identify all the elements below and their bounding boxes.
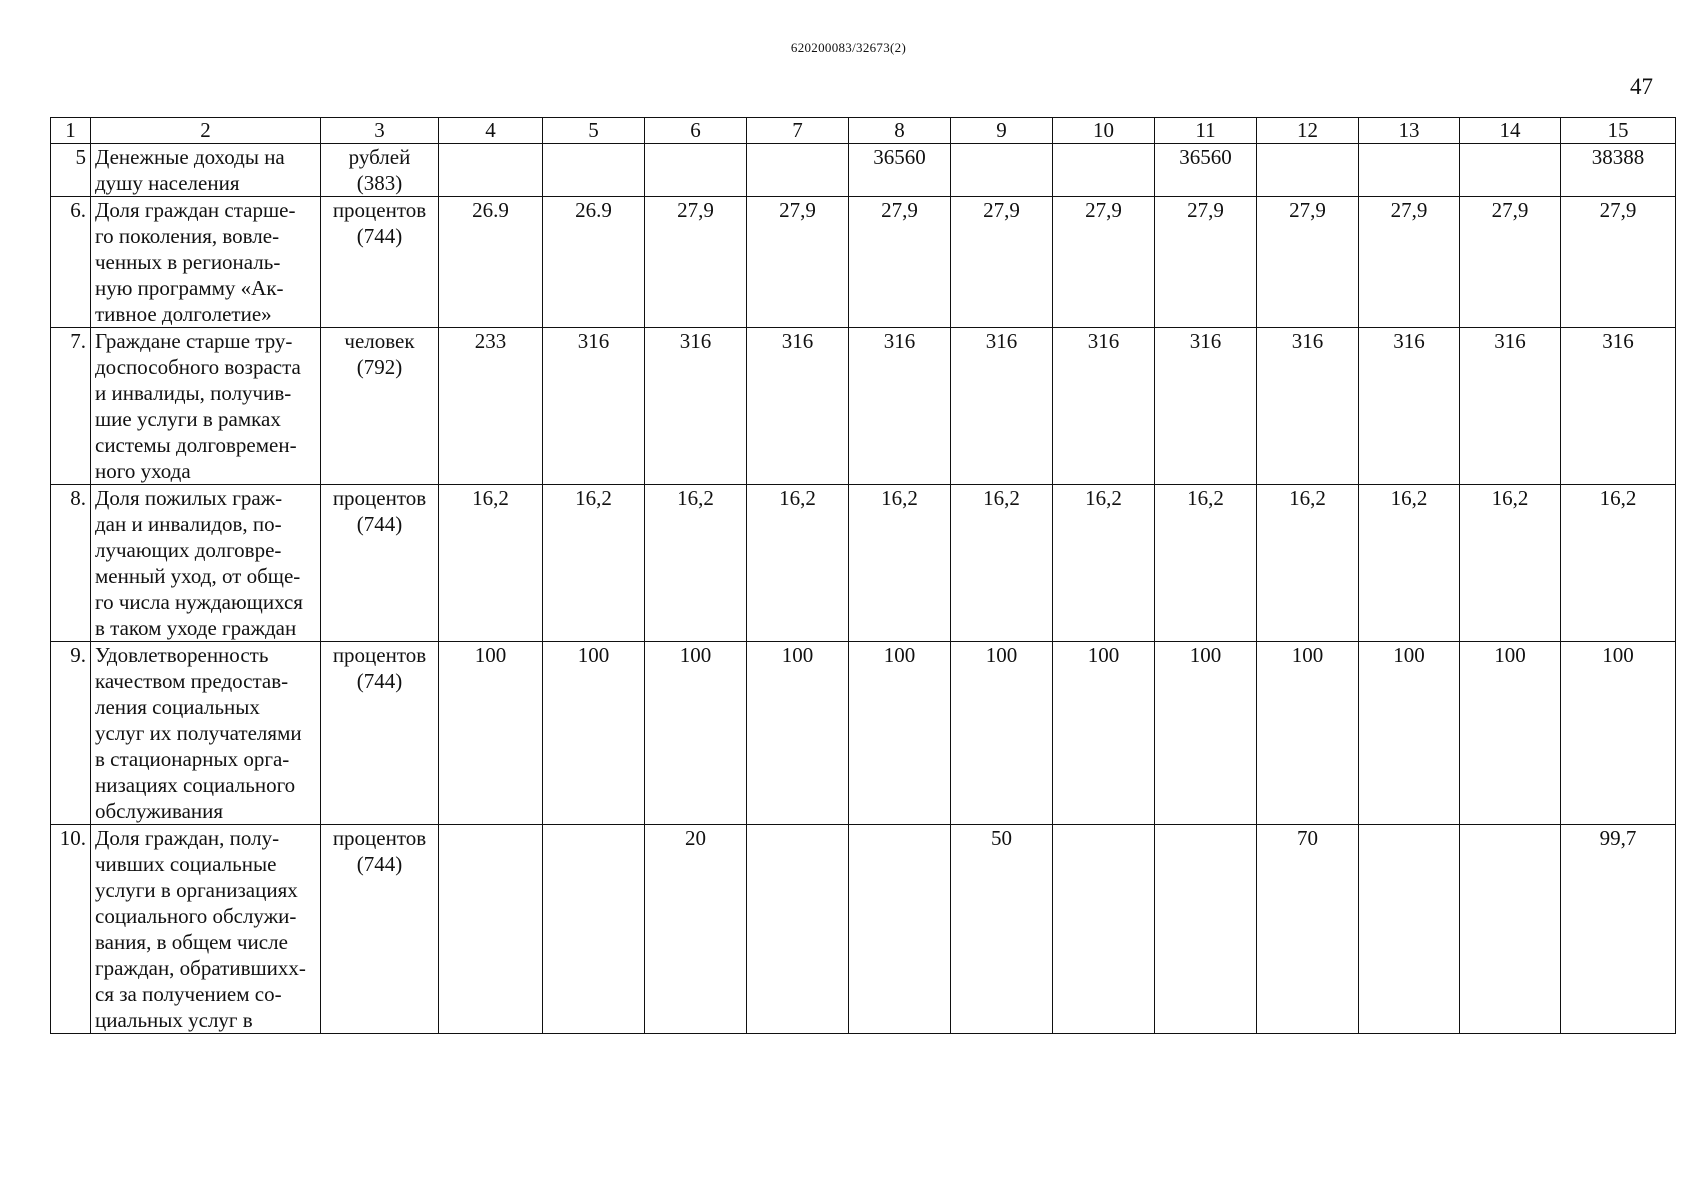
indicator-name-line: качеством предостав- xyxy=(95,669,289,693)
indicator-name-line: Доля граждан старше- xyxy=(95,198,296,222)
indicator-name-line: Удовлетворенность xyxy=(95,643,269,667)
value-cell: 36560 xyxy=(1155,144,1257,197)
value-cell: 316 xyxy=(1561,328,1676,485)
value-cell xyxy=(439,825,543,1034)
value-cell: 100 xyxy=(1155,642,1257,825)
value-cell: 100 xyxy=(1257,642,1359,825)
value-cell: 316 xyxy=(747,328,849,485)
row-number: 9. xyxy=(51,642,91,825)
row-number: 6. xyxy=(51,197,91,328)
indicator-name xyxy=(91,328,321,485)
value-cell: 16,2 xyxy=(1359,485,1460,642)
indicator-name-line: доспособного возраста xyxy=(95,355,301,379)
indicator-name-line: чивших социальные xyxy=(95,852,277,876)
value-cell: 100 xyxy=(645,642,747,825)
table-row xyxy=(51,825,1676,1034)
unit-line: процентов xyxy=(332,486,427,510)
header-cell: 10 xyxy=(1053,118,1155,144)
value-cell: 16,2 xyxy=(1155,485,1257,642)
value-cell: 27,9 xyxy=(1257,197,1359,328)
unit-line: процентов xyxy=(332,198,427,222)
unit-line: рублей xyxy=(348,145,411,169)
indicator-name-line: граждан, обратившихх- xyxy=(95,956,306,980)
unit-of-measure xyxy=(321,825,439,1034)
indicator-name-line: Доля пожилых граж- xyxy=(95,486,283,510)
value-cell: 100 xyxy=(1460,642,1561,825)
indicator-name-line: го числа нуждающихся xyxy=(95,590,303,614)
indicator-name-line: Денежные доходы на xyxy=(95,145,285,169)
indicator-name-line: в таком уходе граждан xyxy=(95,616,297,640)
indicator-name-line: тивное долголетие» xyxy=(95,302,272,326)
indicator-name-line: системы долговремен- xyxy=(95,433,297,457)
unit-of-measure xyxy=(321,144,439,197)
unit-line: процентов xyxy=(332,826,427,850)
indicator-name-line: в стационарных орга- xyxy=(95,747,290,771)
header-cell: 13 xyxy=(1359,118,1460,144)
value-cell: 100 xyxy=(1053,642,1155,825)
header-cell: 9 xyxy=(951,118,1053,144)
value-cell: 38388 xyxy=(1561,144,1676,197)
value-cell: 316 xyxy=(1053,328,1155,485)
header-row xyxy=(51,118,1676,144)
value-cell: 27,9 xyxy=(1561,197,1676,328)
value-cell: 233 xyxy=(439,328,543,485)
value-cell: 70 xyxy=(1257,825,1359,1034)
indicator-name-line: услуг их получателями xyxy=(95,721,302,745)
value-cell: 27,9 xyxy=(1460,197,1561,328)
value-cell: 100 xyxy=(1561,642,1676,825)
unit-of-measure xyxy=(321,328,439,485)
value-cell xyxy=(645,144,747,197)
table-row xyxy=(51,144,1676,197)
unit-line: (744) xyxy=(356,224,403,248)
value-cell: 27,9 xyxy=(1155,197,1257,328)
unit-of-measure xyxy=(321,485,439,642)
value-cell xyxy=(849,825,951,1034)
value-cell: 100 xyxy=(951,642,1053,825)
value-cell xyxy=(1053,825,1155,1034)
header-cell: 11 xyxy=(1155,118,1257,144)
value-cell: 100 xyxy=(747,642,849,825)
indicator-name-line: ся за получением со- xyxy=(95,982,282,1006)
value-cell xyxy=(1460,825,1561,1034)
value-cell: 316 xyxy=(1155,328,1257,485)
value-cell: 100 xyxy=(849,642,951,825)
indicator-name-line: низациях социального xyxy=(95,773,296,797)
table-row xyxy=(51,642,1676,825)
indicator-name xyxy=(91,825,321,1034)
header-cell: 1 xyxy=(51,118,91,144)
value-cell xyxy=(1257,144,1359,197)
header-cell: 3 xyxy=(321,118,439,144)
indicators-table xyxy=(50,117,1676,1034)
row-number: 5 xyxy=(51,144,91,197)
value-cell: 27,9 xyxy=(849,197,951,328)
header-cell: 14 xyxy=(1460,118,1561,144)
row-number: 10. xyxy=(51,825,91,1034)
value-cell: 16,2 xyxy=(439,485,543,642)
indicator-name-line: услуги в организациях xyxy=(95,878,298,902)
table-row xyxy=(51,328,1676,485)
value-cell: 100 xyxy=(439,642,543,825)
indicator-name xyxy=(91,642,321,825)
value-cell: 316 xyxy=(1359,328,1460,485)
value-cell xyxy=(439,144,543,197)
value-cell xyxy=(1053,144,1155,197)
value-cell xyxy=(1460,144,1561,197)
header-cell: 7 xyxy=(747,118,849,144)
unit-line: (744) xyxy=(356,669,403,693)
header-cell: 12 xyxy=(1257,118,1359,144)
header-cell: 15 xyxy=(1561,118,1676,144)
value-cell xyxy=(1359,825,1460,1034)
value-cell: 16,2 xyxy=(1460,485,1561,642)
value-cell: 316 xyxy=(849,328,951,485)
value-cell xyxy=(747,825,849,1034)
indicator-name-line: обслуживания xyxy=(95,799,224,823)
value-cell: 16,2 xyxy=(1257,485,1359,642)
row-number: 7. xyxy=(51,328,91,485)
value-cell xyxy=(1359,144,1460,197)
value-cell: 27,9 xyxy=(951,197,1053,328)
unit-line: (383) xyxy=(356,171,403,195)
table-row xyxy=(51,485,1676,642)
header-cell: 2 xyxy=(91,118,321,144)
value-cell: 16,2 xyxy=(645,485,747,642)
unit-line: (744) xyxy=(356,512,403,536)
document-id: 620200083/32673(2) xyxy=(790,40,907,55)
table-row xyxy=(51,197,1676,328)
value-cell xyxy=(747,144,849,197)
indicator-name-line: и инвалиды, получив- xyxy=(95,381,292,405)
value-cell: 16,2 xyxy=(1053,485,1155,642)
value-cell: 16,2 xyxy=(951,485,1053,642)
indicator-name-line: ного ухода xyxy=(95,459,191,483)
header-cell: 5 xyxy=(543,118,645,144)
value-cell: 27,9 xyxy=(645,197,747,328)
value-cell: 16,2 xyxy=(1561,485,1676,642)
unit-of-measure xyxy=(321,642,439,825)
indicator-name-line: шие услуги в рамках xyxy=(95,407,281,431)
value-cell: 27,9 xyxy=(1053,197,1155,328)
indicator-name-line: Доля граждан, полу- xyxy=(95,826,280,850)
value-cell: 50 xyxy=(951,825,1053,1034)
value-cell: 26.9 xyxy=(543,197,645,328)
value-cell: 27,9 xyxy=(1359,197,1460,328)
value-cell: 316 xyxy=(951,328,1053,485)
value-cell: 36560 xyxy=(849,144,951,197)
indicator-name xyxy=(91,144,321,197)
value-cell: 316 xyxy=(543,328,645,485)
value-cell: 16,2 xyxy=(849,485,951,642)
unit-line: (744) xyxy=(356,852,403,876)
indicator-name-line: ную программу «Ак- xyxy=(95,276,284,300)
indicator-name xyxy=(91,485,321,642)
value-cell: 20 xyxy=(645,825,747,1034)
header-cell: 8 xyxy=(849,118,951,144)
value-cell: 26.9 xyxy=(439,197,543,328)
value-cell: 16,2 xyxy=(543,485,645,642)
indicator-name-line: лучающих долговре- xyxy=(95,538,282,562)
value-cell: 316 xyxy=(645,328,747,485)
value-cell xyxy=(1155,825,1257,1034)
unit-of-measure xyxy=(321,197,439,328)
value-cell: 100 xyxy=(543,642,645,825)
unit-line: (792) xyxy=(356,355,403,379)
indicator-name-line: менный уход, от обще- xyxy=(95,564,301,588)
value-cell: 99,7 xyxy=(1561,825,1676,1034)
value-cell: 316 xyxy=(1257,328,1359,485)
indicator-name-line: ченных в региональ- xyxy=(95,250,281,274)
indicator-name xyxy=(91,197,321,328)
value-cell: 100 xyxy=(1359,642,1460,825)
value-cell xyxy=(951,144,1053,197)
indicator-name-line: вания, в общем числе xyxy=(95,930,288,954)
value-cell xyxy=(543,825,645,1034)
indicator-name-line: социального обслужи- xyxy=(95,904,297,928)
header-cell: 6 xyxy=(645,118,747,144)
page-number: 47 xyxy=(1630,74,1653,99)
value-cell: 316 xyxy=(1460,328,1561,485)
indicator-name-line: циальных услуг в xyxy=(95,1008,253,1032)
unit-line: человек xyxy=(344,329,415,353)
indicator-name-line: ления социальных xyxy=(95,695,260,719)
unit-line: процентов xyxy=(332,643,427,667)
header-cell: 4 xyxy=(439,118,543,144)
indicator-name-line: душу населения xyxy=(95,171,240,195)
value-cell: 16,2 xyxy=(747,485,849,642)
indicator-name-line: го поколения, вовле- xyxy=(95,224,280,248)
value-cell: 27,9 xyxy=(747,197,849,328)
row-number: 8. xyxy=(51,485,91,642)
value-cell xyxy=(543,144,645,197)
indicator-name-line: Граждане старше тру- xyxy=(95,329,293,353)
indicator-name-line: дан и инвалидов, по- xyxy=(95,512,282,536)
